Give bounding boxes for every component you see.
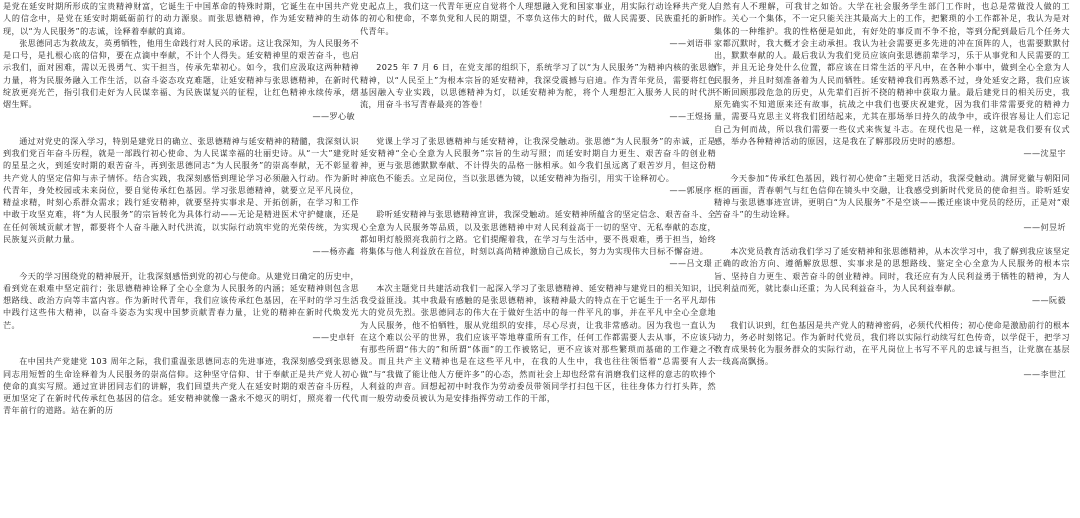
paragraph-spacer bbox=[714, 233, 1070, 245]
reflection-paragraph: 2025 年 7 月 6 日，在党支部的组织下，系统学习了以“为人民服务”为精神内核的张思德精神，以“人民至上”为根本宗旨的延安精神，我深受震撼与启迪。作为青年党员，需要将红色基因融入专业实践，以思德精神为灯，以延安精神为舵，将个人理想汇入服务人民的时代洪流，用奋斗书写青春最亮的答卷！ bbox=[360, 62, 716, 109]
paragraph-spacer bbox=[360, 123, 716, 135]
reflection-paragraph: 本次主题党日共建活动我们一起深入学习了张思德精神、延安精神与建党日的相关知识，让我受益匪浅。其中我最有感触的是张思德精神，该精神最大的特点在于它诞生于一名平凡却伟大的党员先烈。张思德同志的伟大在于做好生活中的每一件平凡的事，并在平凡中全心全意地为人民服务，他不怕牺牲，服从党组织的安排，尽心尽责，让我非常感动。因为我也一直认为在这个难以公平的世界，我们应该平等地尊重所有工作，任何工作都需要人去从事，不应该只有那些所谓“伟大的”和所谓“体面”的工作被铭记，更不应该对那些繁琐而基础的工作避之不及。而且共产主义精神也是在这些平凡中，在我的人生中，我也往往领悟着“总需要有人去做”与“我做了能让他人方便许多”的心态，然而社会上却也经常有消磨我们这样的意志的吹捧个人利益的声音。回想起初中时我作为劳动委员带领同学打扫包干区，往往身体力行打头阵，然而一般劳动委员被认为是安排指挥劳动工作的干部， bbox=[360, 282, 716, 403]
author-signature: ——杨亦鑫 bbox=[312, 246, 355, 256]
author-signature: ——吕文璟 bbox=[669, 258, 712, 269]
reflection-paragraph: 通过对党史的深入学习，特别是建党日的确立、张思德精神与延安精神的精髓，我深刻认识到我们党百年奋斗历程，就是一部践行初心使命、为人民谋幸福的壮丽史诗。从“一大”建党时的星星之火，到延安时期的艰苦奋斗，再到张思德同志“为人民服务”的崇高奉献，无不彰显着共产党人的坚定信仰与赤子情怀。结合实践，我深刻感悟到理论学习必须融入行动。作为新时代青年，身处校园或未来岗位，要自觉传承红色基因。学习张思德精神，就要立足平凡岗位，精益求精，时刻心系群众需求；践行延安精神，就要坚持实事求是、开拓创新，在学习和工作中敢于攻坚克难，将“为人民服务”的宗旨转化为具体行动——无论是精进医术守护健康，还是在任何领域贡献才智，都要将个人奋斗融入时代洪流，以实际行动筑牢党的光荣传统，为实现民族复兴贡献力量。 bbox=[3, 135, 359, 244]
author-signature: ——何昱圻 bbox=[1023, 221, 1066, 232]
paragraph-spacer bbox=[714, 306, 1070, 318]
reflection-paragraph: 今天的学习围绕党的精神展开，让我深刻感悟到党的初心与使命。从建党日确定的历史中，看到党在艰难中坚定前行；张思德精神诠释了全心全意为人民服务的内涵；延安精神则包含思想路线、政治方向等丰富内容。作为新时代青年，我们应该传承红色基因，在平时的学习生活中践行这些伟大精神，以奋斗姿态为实现中国梦贡献青春力量，让党的精神在新时代焕发光芒。 bbox=[3, 270, 359, 330]
reflection-paragraph: 本次党员教育活动我们学习了延安精神和张思德精神，从本次学习中，我了解到我应该坚定正确的政治方向、遵循解放思想、实事求是的思想路线、鉴定全心全意为人民服务的根本宗旨、坚持自力更生、艰苦奋斗的创业精神。同时，我还应有为人民利益勇于牺牲的精神，为人民利益而死，就比泰山还重；为人民利益奋斗，为人民利益奉献。 bbox=[714, 246, 1070, 293]
column-left bbox=[3, 0, 359, 417]
paragraph-spacer bbox=[714, 159, 1070, 171]
paragraph-spacer bbox=[360, 49, 716, 61]
reflection-paragraph: 聆听延安精神与张思德精神宣讲，我深受触动。延安精神所蕴含的坚定信念、艰苦奋斗、全心全意为人民服务等品质，以及张思德精神中对人民利益高于一切的坚守、无私奉献的态度，都如明灯般照亮我前行之路。它们提醒着我，在学习与生活中，要不畏艰难，勇于担当，始终将集体与他人利益放在首位，时刻以高尚精神激励自己成长，努力为实现伟大目标不懈奋进。 bbox=[360, 209, 716, 256]
paragraph-spacer bbox=[360, 270, 716, 282]
reflection-paragraph: 在中国共产党建党 103 周年之际，我们重温张思德同志的先进事迹，我深刻感受到张思德同志用短暂的生命诠释着为人民服务的崇高信仰。这种坚守信仰、甘于奉献正是共产党人初心使命的真实写照。通过宣讲团同志们的讲解，我们回望共产党人在延安时期的艰苦奋斗历程，更加坚定了在新时代传承红色基因的信念。延安精神就像一盏永不熄灭的明灯，照亮着一代代青年前行的道路。站在新的历 bbox=[3, 356, 359, 416]
reflection-paragraph: 我们认识到，红色基因是共产党人的精神密码，必须代代相传；初心使命是激励前行的根本动力，务必时刻铭记。作为新时代党员，我们将以实际行动续写红色传奇，以学促干，把学习教育成果转化为服务群众的实际行动，在平凡岗位上书写不平凡的忠诚与担当，让党旗在基层一线高高飘扬。 bbox=[714, 319, 1070, 367]
author-signature: ——罗心敏 bbox=[312, 111, 355, 122]
paragraph-spacer bbox=[3, 123, 359, 135]
paragraph-spacer bbox=[3, 257, 359, 269]
author-signature: ——刘语菲 bbox=[669, 37, 712, 48]
reflection-paragraph: 张思德同志为救战友，英勇牺牲，他用生命践行对人民的承诺。这让我深知，为人民服务不是口号，是扎根心底的信仰，要在点滴中奉献，不计个人得失。延安精神里的艰苦奋斗，也启示我们，面对困难，需以无畏勇气、实干担当，传承先辈初心。如今，我们应汲取这两种精神力量，将为民服务融入工作生活，以奋斗姿态攻克难题，让延安精神与张思德精神，在新时代绽放更亮光芒，指引我们走好为人民谋幸福、为民族谋复兴的征程，让红色精神永续传承，熠熠生辉。 bbox=[3, 37, 359, 109]
reflection-paragraph: 党课上学习了张思德精神与延安精神，让我深受触动。张思德“为人民服务”的赤诚，正是延安精神“全心全意为人民服务”宗旨的生动写照；而延安时期自力更生、艰苦奋斗的创业精神，更与张思德默默奉献、不计得失的品格一脉相承。如今我们虽远离了艰苦岁月，但这份精神底色不能丢。立足岗位，当以张思德为镜，以延安精神为指引，用实干诠释初心。 bbox=[360, 135, 716, 183]
reflection-paragraph: 是党在延安时期所形成的宝贵精神财富，它诞生于中国革命的特殊时期，它诞生在中国共产党人的信念中，是党在延安时期砥砺前行的动力源泉。而张思德精神，作为延安精神的生动体现，以“为人民服务”的志诚，诠释着奉献的真谛。 bbox=[3, 1, 359, 36]
reflection-paragraph: 自然有人不理解，可我甘之如饴。大学在社会服务学生部门工作时，也总是常做没人做的工作。关心一个集体，不一定只能关注其最高大上的工作，把繁琐的小工作都补足，我认为是对集体的一种维护。我的性格便是如此，有好处的事反而不争不抢，等到分配到最后几个任务大家都沉默时，我大概才会主动承担。我认为社会需要更多先进的冲在顶阵的人，也需要默默付出，默默奉献的人。最后我认为我们党员应该向张思德前辈学习，乐于从事党和人民需要的工作，并且无论身处什么位置，都应该在日常生活的平凡中，在各种小事中，做到全心全意为人民服务，并且时刻准备着为人民而牺牲。延安精神我们再熟悉不过，身处延安之路，我们应该不断回顾那段危急的历史，从先辈们百折不挠的精神中获取力量。最后建党日的相关历史，我原先确实不知道原来还有故事，抗战之中我们也要庆祝建党，因为我们非常需要党的精神力量，需要马克思主义将我们团结起来，尤其在那场举日持久的战争中，或许很容易让人们忘记自己为何而战，所以我们需要一些仪式来恢复斗志。在现代也是一样，这就是我们要有仪式感，举办各种精神活动的原因，这是我在了解那段历史时的感想。 bbox=[714, 1, 1070, 146]
author-signature: ——史卓轩 bbox=[312, 331, 355, 342]
column-right bbox=[714, 0, 1070, 380]
author-signature: ——沈星宇 bbox=[1023, 148, 1066, 158]
column-middle bbox=[360, 0, 716, 404]
reflection-paragraph: 史起点上，我们这一代青年更应自觉将个人理想融入党和国家事业，用实际行动诠释共产党人的初心和使命，不辜负党和人民的期望，不辜负这伟大的时代，做人民需要、民族重托的新时代青年。 bbox=[360, 1, 716, 36]
author-signature: ——李世江 bbox=[1023, 368, 1066, 379]
author-signature: ——王煜扬 bbox=[669, 111, 712, 122]
paragraph-spacer bbox=[360, 196, 716, 208]
author-signature: ——郭展序 bbox=[669, 184, 712, 195]
author-signature: ——阮毅 bbox=[1032, 295, 1066, 305]
paragraph-spacer bbox=[3, 343, 359, 355]
reflection-paragraph: 今天参加“传承红色基因，践行初心使命”主题党日活动，我深受触动。满屏党徽与朝阳同框的画面，青春朝气与红色信仰在镜头中交融，让我感受到新时代党员的使命担当。聆听延安精神与张思德事迹宣讲，更明白“为人民服务”不是空谈——搬迁座谈中党员的经历，正是对“艰苦奋斗”的生动诠释。 bbox=[714, 172, 1070, 220]
